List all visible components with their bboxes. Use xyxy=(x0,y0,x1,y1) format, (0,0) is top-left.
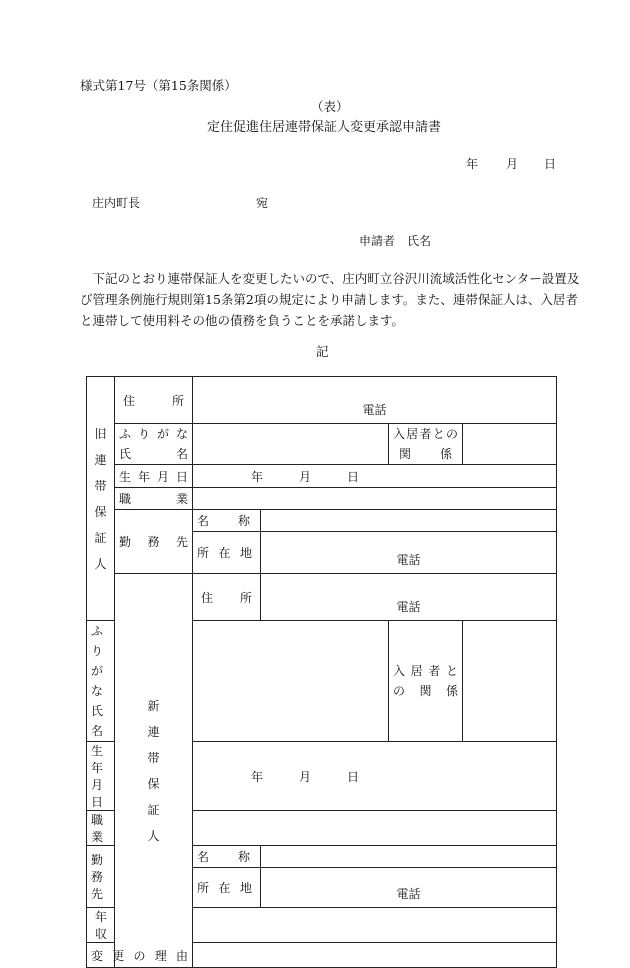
date-month-label: 月 xyxy=(506,157,519,171)
new-address-label: 住 所 xyxy=(193,574,261,621)
old-company-name-label: 名 称 xyxy=(193,510,261,532)
ki-label: 記 xyxy=(316,344,329,359)
old-company-location-field[interactable] xyxy=(261,532,557,574)
old-occupation-field[interactable] xyxy=(193,488,557,510)
date-day-label: 日 xyxy=(544,157,557,171)
new-phone-label: 電話 xyxy=(396,600,421,614)
body-paragraph: 下記のとおり連帯保証人を変更したいので、庄内町立谷沢川流域活性化センター設置及び管理条例施行規則第15条第2項の規定により申請します。また、連帯保証人は、入居者と連帯して使用料その他の債務を負うことを承諾します。 xyxy=(80,271,580,328)
old-company-phone-label: 電話 xyxy=(396,553,421,567)
old-phone-label: 電話 xyxy=(362,403,387,417)
old-address-field[interactable] xyxy=(193,377,557,424)
old-dob-field[interactable]: 年 月 日 xyxy=(193,465,557,488)
old-relation-field[interactable] xyxy=(463,424,557,465)
new-income-field[interactable] xyxy=(193,908,557,943)
new-company-phone-label: 電話 xyxy=(396,887,421,901)
guarantor-form-table xyxy=(86,376,557,968)
date-year-label: 年 xyxy=(466,157,479,171)
applicant-label: 申請者 氏名 xyxy=(359,234,432,248)
old-address-label: 住 所 xyxy=(115,377,193,424)
old-company-name-field[interactable] xyxy=(261,510,557,532)
new-relation-field[interactable] xyxy=(463,621,557,742)
addressee-suffix: 宛 xyxy=(256,196,269,210)
new-occupation-field[interactable] xyxy=(193,811,557,846)
change-reason-field[interactable] xyxy=(193,943,557,968)
new-name-field[interactable] xyxy=(193,621,389,742)
new-name-label: ふりがな 氏 名 xyxy=(87,621,115,742)
new-address-field[interactable] xyxy=(261,574,557,621)
old-company-location-label: 所在地 xyxy=(193,532,261,574)
new-company-location-label: 所在地 xyxy=(193,868,261,908)
old-occupation-label: 職 業 xyxy=(115,488,193,510)
old-guarantor-label: 旧 連 帯 保 証 人 xyxy=(87,377,115,621)
old-dob-label: 生年月日 xyxy=(115,465,193,488)
new-relation-label: 入居者と の関係 xyxy=(389,621,463,742)
side-label: （表） xyxy=(311,99,349,114)
new-dob-label: 生年月日 xyxy=(87,742,115,811)
old-relation-label: 入居者との 関 係 xyxy=(389,424,463,465)
addressee-name: 庄内町長 xyxy=(92,196,141,210)
new-company-name-label: 名 称 xyxy=(193,846,261,868)
new-workplace-label: 勤務先 xyxy=(87,846,115,908)
change-reason-label: 変更の理由 xyxy=(87,943,193,968)
new-income-label: 年 収 xyxy=(87,908,115,943)
new-occupation-label: 職 業 xyxy=(87,811,115,846)
old-name-label: ふりがな 氏 名 xyxy=(115,424,193,465)
old-workplace-label: 勤務先 xyxy=(115,510,193,574)
new-company-name-field[interactable] xyxy=(261,846,557,868)
form-number: 様式第17号（第15条関係） xyxy=(80,78,237,93)
new-dob-field[interactable]: 年 月 日 xyxy=(193,742,557,811)
new-company-location-field[interactable] xyxy=(261,868,557,908)
old-name-field[interactable] xyxy=(193,424,389,465)
document-title: 定住促進住居連帯保証人変更承認申請書 xyxy=(207,120,442,135)
new-guarantor-label: 新 連 帯 保 証 人 xyxy=(115,574,193,968)
